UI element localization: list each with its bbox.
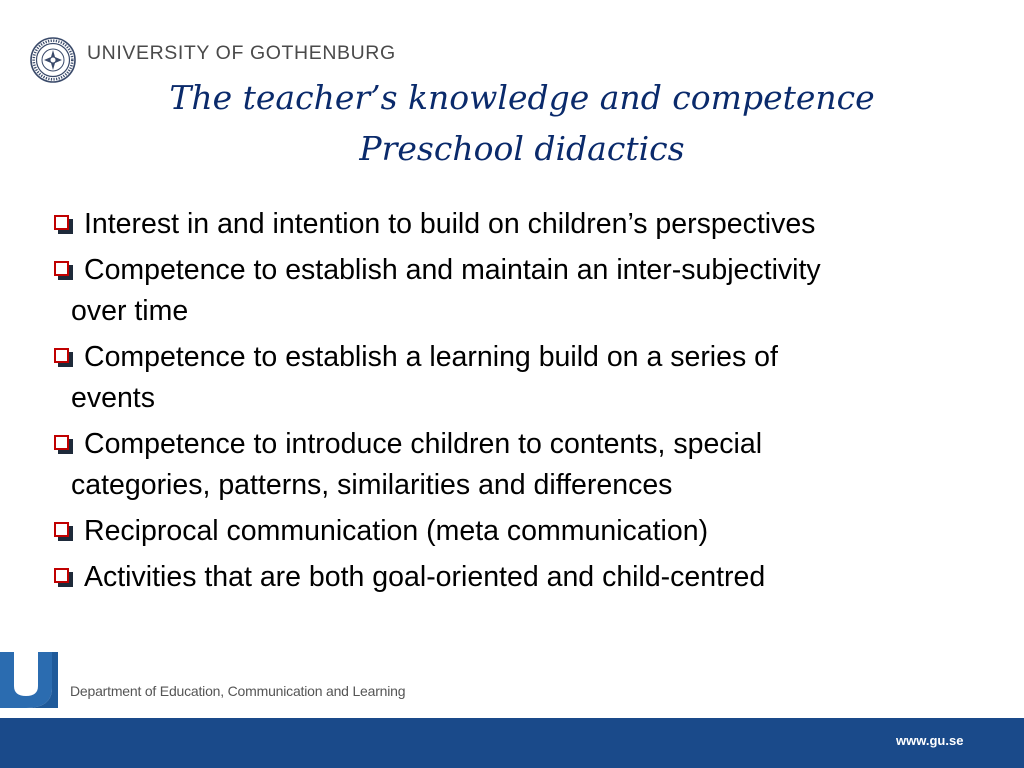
checkbox-bullet-icon bbox=[54, 250, 76, 280]
checkbox-bullet-icon bbox=[54, 337, 76, 367]
bullet-text: Competence to establish a learning build on a series of bbox=[84, 341, 778, 373]
department-name: Department of Education, Communication and Learning bbox=[70, 683, 406, 699]
slide-subtitle: Preschool didactics bbox=[359, 129, 685, 168]
slide-title bbox=[0, 72, 1024, 174]
bullet-text: Competence to introduce children to contents, special bbox=[84, 428, 763, 460]
footer-bar bbox=[0, 718, 1024, 768]
checkbox-bullet-icon bbox=[54, 557, 76, 587]
bullet-text: Competence to establish and maintain an inter-subjectivity bbox=[84, 254, 821, 286]
bullet-item bbox=[54, 424, 1004, 506]
bullet-item bbox=[54, 204, 1004, 245]
university-u-logo-icon bbox=[0, 652, 58, 708]
checkbox-bullet-icon bbox=[54, 424, 76, 454]
bullet-text-continuation: over time bbox=[71, 295, 189, 327]
bullet-text-continuation: events bbox=[71, 382, 155, 414]
bullet-item bbox=[54, 557, 1004, 598]
university-name: UNIVERSITY OF GOTHENBURG bbox=[87, 41, 396, 64]
bullet-item bbox=[54, 250, 1004, 332]
checkbox-bullet-icon bbox=[54, 511, 76, 541]
bullet-list bbox=[54, 204, 1004, 603]
bullet-item bbox=[54, 337, 1004, 419]
bullet-text-continuation: categories, patterns, similarities and differences bbox=[71, 469, 673, 501]
bullet-text: Interest in and intention to build on children’s perspectives bbox=[84, 208, 816, 240]
bullet-item bbox=[54, 511, 1004, 552]
slide-title-line-1: The teacher’s knowledge and competence bbox=[169, 78, 875, 117]
bullet-text: Activities that are both goal-oriented and child-centred bbox=[84, 561, 766, 593]
bullet-text: Reciprocal communication (meta communication) bbox=[84, 515, 709, 547]
checkbox-bullet-icon bbox=[54, 204, 76, 234]
website-link[interactable]: www.gu.se bbox=[896, 733, 964, 748]
